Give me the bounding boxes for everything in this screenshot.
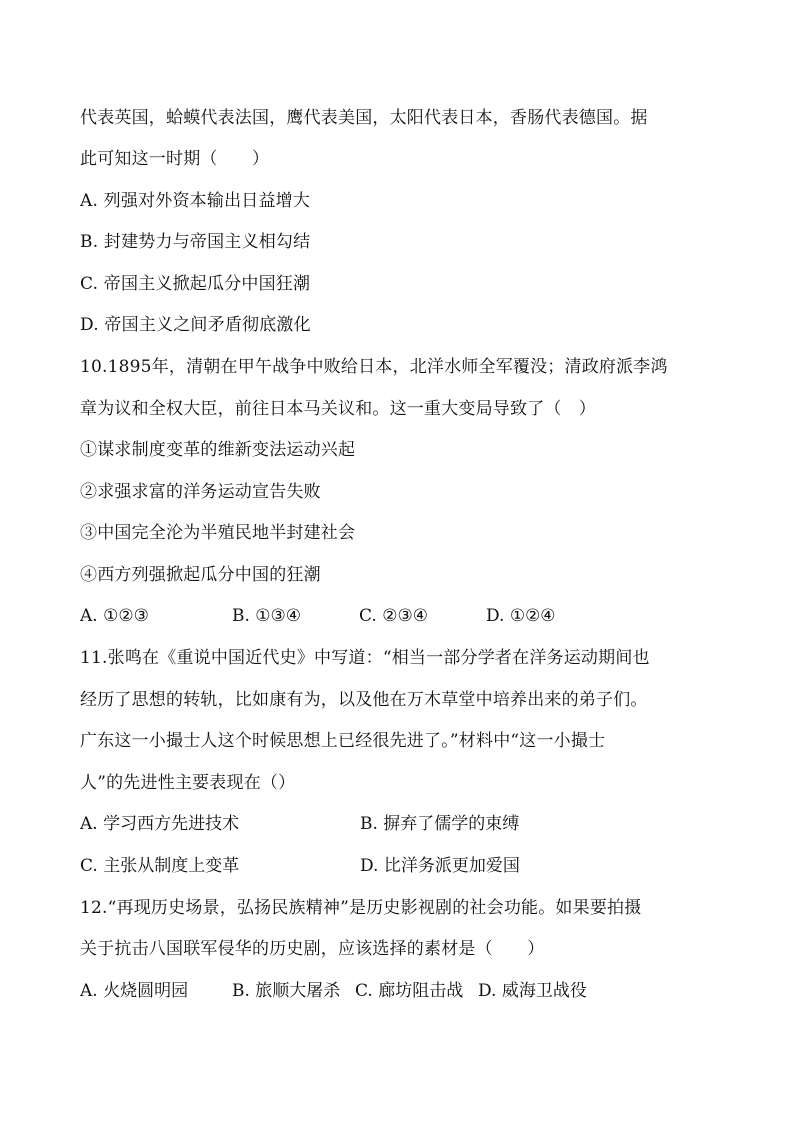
q10-item-1: ①谋求制度变革的维新变法运动兴起 <box>80 440 356 460</box>
q10-stem-line-2: 章为议和全权大臣，前往日本马关议和。这一重大变局导致了（ ） <box>80 399 596 419</box>
q9-stem-line-2: 此可知这一时期（ ） <box>80 149 270 169</box>
q11-stem-line-1: 11.张鸣在《重说中国近代史》中写道：“相当一部分学者在洋务运动期间也 <box>80 648 650 668</box>
q9-option-b: B. 封建势力与帝国主义相勾结 <box>80 232 311 252</box>
q9-option-c: C. 帝国主义掀起瓜分中国狂潮 <box>80 274 311 294</box>
q12-option-a: A. 火烧圆明园 <box>80 981 189 1001</box>
q10-option-b: B. ①③④ <box>232 606 302 626</box>
q10-option-c: C. ②③④ <box>359 606 428 626</box>
q11-option-c: C. 主张从制度上变革 <box>80 856 240 876</box>
q12-stem-line-1: 12.“再现历史场景，弘扬民族精神”是历史影视剧的社会功能。如果要拍摄 <box>80 898 642 918</box>
q11-stem-line-4: 人”的先进性主要表现在（） <box>80 773 296 793</box>
q11-stem-line-2: 经历了思想的转轨，比如康有为，以及他在万木草堂中培养出来的弟子们。 <box>80 690 648 710</box>
q11-option-b: B. 摒弃了儒学的束缚 <box>360 814 520 834</box>
q10-item-2: ②求强求富的洋务运动宣告失败 <box>80 482 321 502</box>
q10-item-4: ④西方列强掀起瓜分中国的狂潮 <box>80 565 321 585</box>
q9-stem-line-1: 代表英国，蛤蟆代表法国，鹰代表美国，太阳代表日本，香肠代表德国。据 <box>80 108 648 128</box>
q11-stem-line-3: 广东这一小撮士人这个时候思想上已经很先进了。”材料中“这一小撮士 <box>80 731 606 751</box>
q11-option-a: A. 学习西方先进技术 <box>80 814 240 834</box>
q10-stem-line-1: 10.1895年，清朝在甲午战争中败给日本，北洋水师全军覆没；清政府派李鸿 <box>80 357 668 377</box>
q9-option-a: A. 列强对外资本输出日益增大 <box>80 191 311 211</box>
q10-option-d: D. ①②④ <box>486 606 556 626</box>
q12-stem-line-2: 关于抗击八国联军侵华的历史剧，应该选择的素材是（ ） <box>80 939 545 959</box>
q10-item-3: ③中国完全沦为半殖民地半封建社会 <box>80 523 356 543</box>
q12-option-d: D. 威海卫战役 <box>478 981 587 1001</box>
q12-option-b: B. 旅顺大屠杀 <box>232 981 341 1001</box>
q12-option-c: C. 廊坊阻击战 <box>355 981 464 1001</box>
q11-option-d: D. 比洋务派更加爱国 <box>360 856 520 876</box>
q9-option-d: D. 帝国主义之间矛盾彻底激化 <box>80 315 311 335</box>
q10-option-a: A. ①②③ <box>80 606 149 626</box>
